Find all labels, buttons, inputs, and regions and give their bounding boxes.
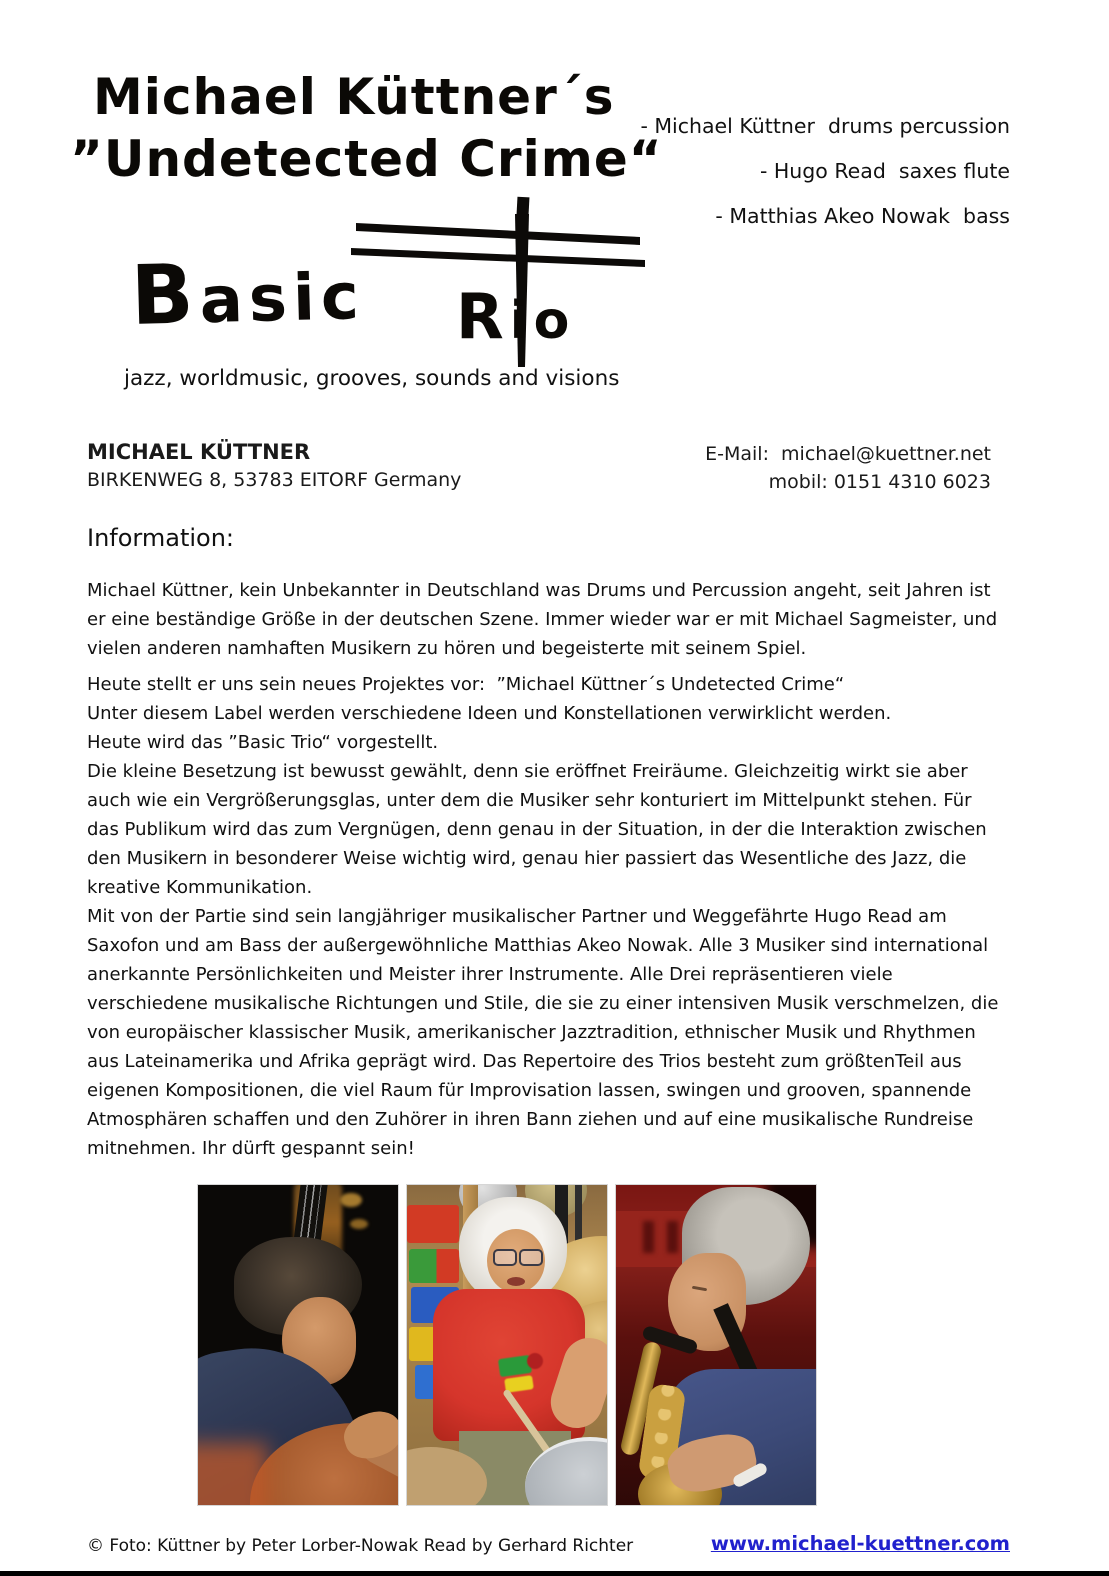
photo-row	[197, 1184, 817, 1506]
text-line: er eine beständige Größe in der deutschen Szene. Immer wieder war er mit Michael Sagmeister, und	[87, 609, 998, 630]
glasses-left-lens	[493, 1249, 517, 1266]
storage-box-green-red	[409, 1249, 459, 1283]
text-line: das Publikum wird das zum Vergnügen, denn genau in der Situation, in der die Interaktion zwischen	[87, 819, 987, 840]
text-line: Michael Küttner, kein Unbekannter in Deutschland was Drums und Percussion angeht, seit Jahren ist	[87, 580, 991, 601]
text-line: Unter diesem Label werden verschiedene Ideen und Konstellationen verwirklicht werden.	[87, 703, 892, 724]
website-link[interactable]: www.michael-kuettner.com	[710, 1532, 1010, 1555]
band-title-line2: ”Undetected Crime“	[70, 130, 663, 188]
contact-block-right	[705, 440, 991, 496]
text-line: den Musikern in besonderer Weise wichtig wird, genau hier passiert das Wesentliche des Jazz, die	[87, 848, 967, 869]
text-line: Heute wird das ”Basic Trio“ vorgestellt.	[87, 732, 439, 753]
musicians-list	[640, 104, 1010, 239]
photo-credit-caption: © Foto: Küttner by Peter Lorber-Nowak Read by Gerhard Richter	[87, 1536, 634, 1556]
photo-saxophonist	[615, 1184, 817, 1506]
text-line: mitnehmen. Ihr dürft gespannt sein!	[87, 1138, 415, 1159]
musician-item: - Matthias Akeo Nowak bass	[715, 204, 1010, 228]
contact-name: MICHAEL KÜTTNER	[87, 440, 311, 464]
glasses-right-lens	[519, 1249, 543, 1266]
contact-block	[87, 438, 461, 494]
contact-mobile: mobil: 0151 4310 6023	[768, 471, 991, 493]
brand-word-rio: Rio	[456, 280, 576, 353]
contact-email: E-Mail: michael@kuettner.net	[705, 443, 991, 465]
text-line: vielen anderen namhaften Musikern zu hören und begeisterte mit seinem Spiel.	[87, 638, 807, 659]
text-line: Heute stellt er uns sein neues Projektes vor: ”Michael Küttner´s Undetected Crime“	[87, 674, 845, 695]
tshirt-print-red	[527, 1353, 543, 1369]
text-line: Saxofon und am Bass der außergewöhnliche Matthias Akeo Nowak. Alle 3 Musiker sind international	[87, 935, 989, 956]
photo-drummer	[406, 1184, 608, 1506]
photo-bass-player	[197, 1184, 399, 1506]
text-line: anerkannte Persönlichkeiten und Meister ihrer Instrumente. Alle Drei repräsentieren viele	[87, 964, 893, 985]
text-line: verschiedene musikalische Richtungen und Stile, die sie zu einer intensiven Musik verschmelzen, die	[87, 993, 999, 1014]
musician-item: - Hugo Read saxes flute	[759, 159, 1010, 183]
bass-tuning-pegs	[340, 1193, 362, 1207]
text-line: von europäischer klassischer Musik, amerikanischer Jazztradition, ethnischer Musik und Rhythmen	[87, 1022, 976, 1043]
storage-box-red	[407, 1205, 459, 1243]
text-line: Atmosphären schaffen und den Zuhörer in ihren Bann ziehen und auf eine musikalische Rundreise	[87, 1109, 974, 1130]
brand-word-basic: Basic	[129, 247, 366, 345]
info-paragraph-2	[87, 670, 1037, 1163]
text-line: auch wie ein Vergrößerungsglas, unter dem die Musiker sehr konturiert im Mittelpunkt stehen. Für	[87, 790, 972, 811]
text-line: eigenen Kompositionen, die viel Raum für Improvisation lassen, swingen und grooven, spannende	[87, 1080, 972, 1101]
text-line: Mit von der Partie sind sein langjähriger musikalischer Partner und Weggefährte Hugo Read am	[87, 906, 947, 927]
information-body	[87, 576, 1037, 1163]
drummer-mouth	[507, 1277, 525, 1286]
musician-item: - Michael Küttner drums percussion	[640, 114, 1010, 138]
text-line: Die kleine Besetzung ist bewusst gewählt, denn sie eröffnet Freiräume. Gleichzeitig wirkt sie aber	[87, 761, 968, 782]
stage-light-glow	[197, 1443, 268, 1506]
page-bottom-edge	[0, 1571, 1109, 1576]
band-title-line1: Michael Küttner´s	[93, 68, 615, 126]
text-line: kreative Kommunikation.	[87, 877, 313, 898]
contact-address: BIRKENWEG 8, 53783 EITORF Germany	[87, 469, 462, 491]
text-line: aus Lateinamerika und Afrika geprägt wird. Das Repertoire des Trios besteht zum größtenTeil aus	[87, 1051, 962, 1072]
information-heading: Information:	[87, 524, 235, 552]
tagline: jazz, worldmusic, grooves, sounds and visions	[124, 366, 620, 391]
info-paragraph-1	[87, 576, 1037, 663]
